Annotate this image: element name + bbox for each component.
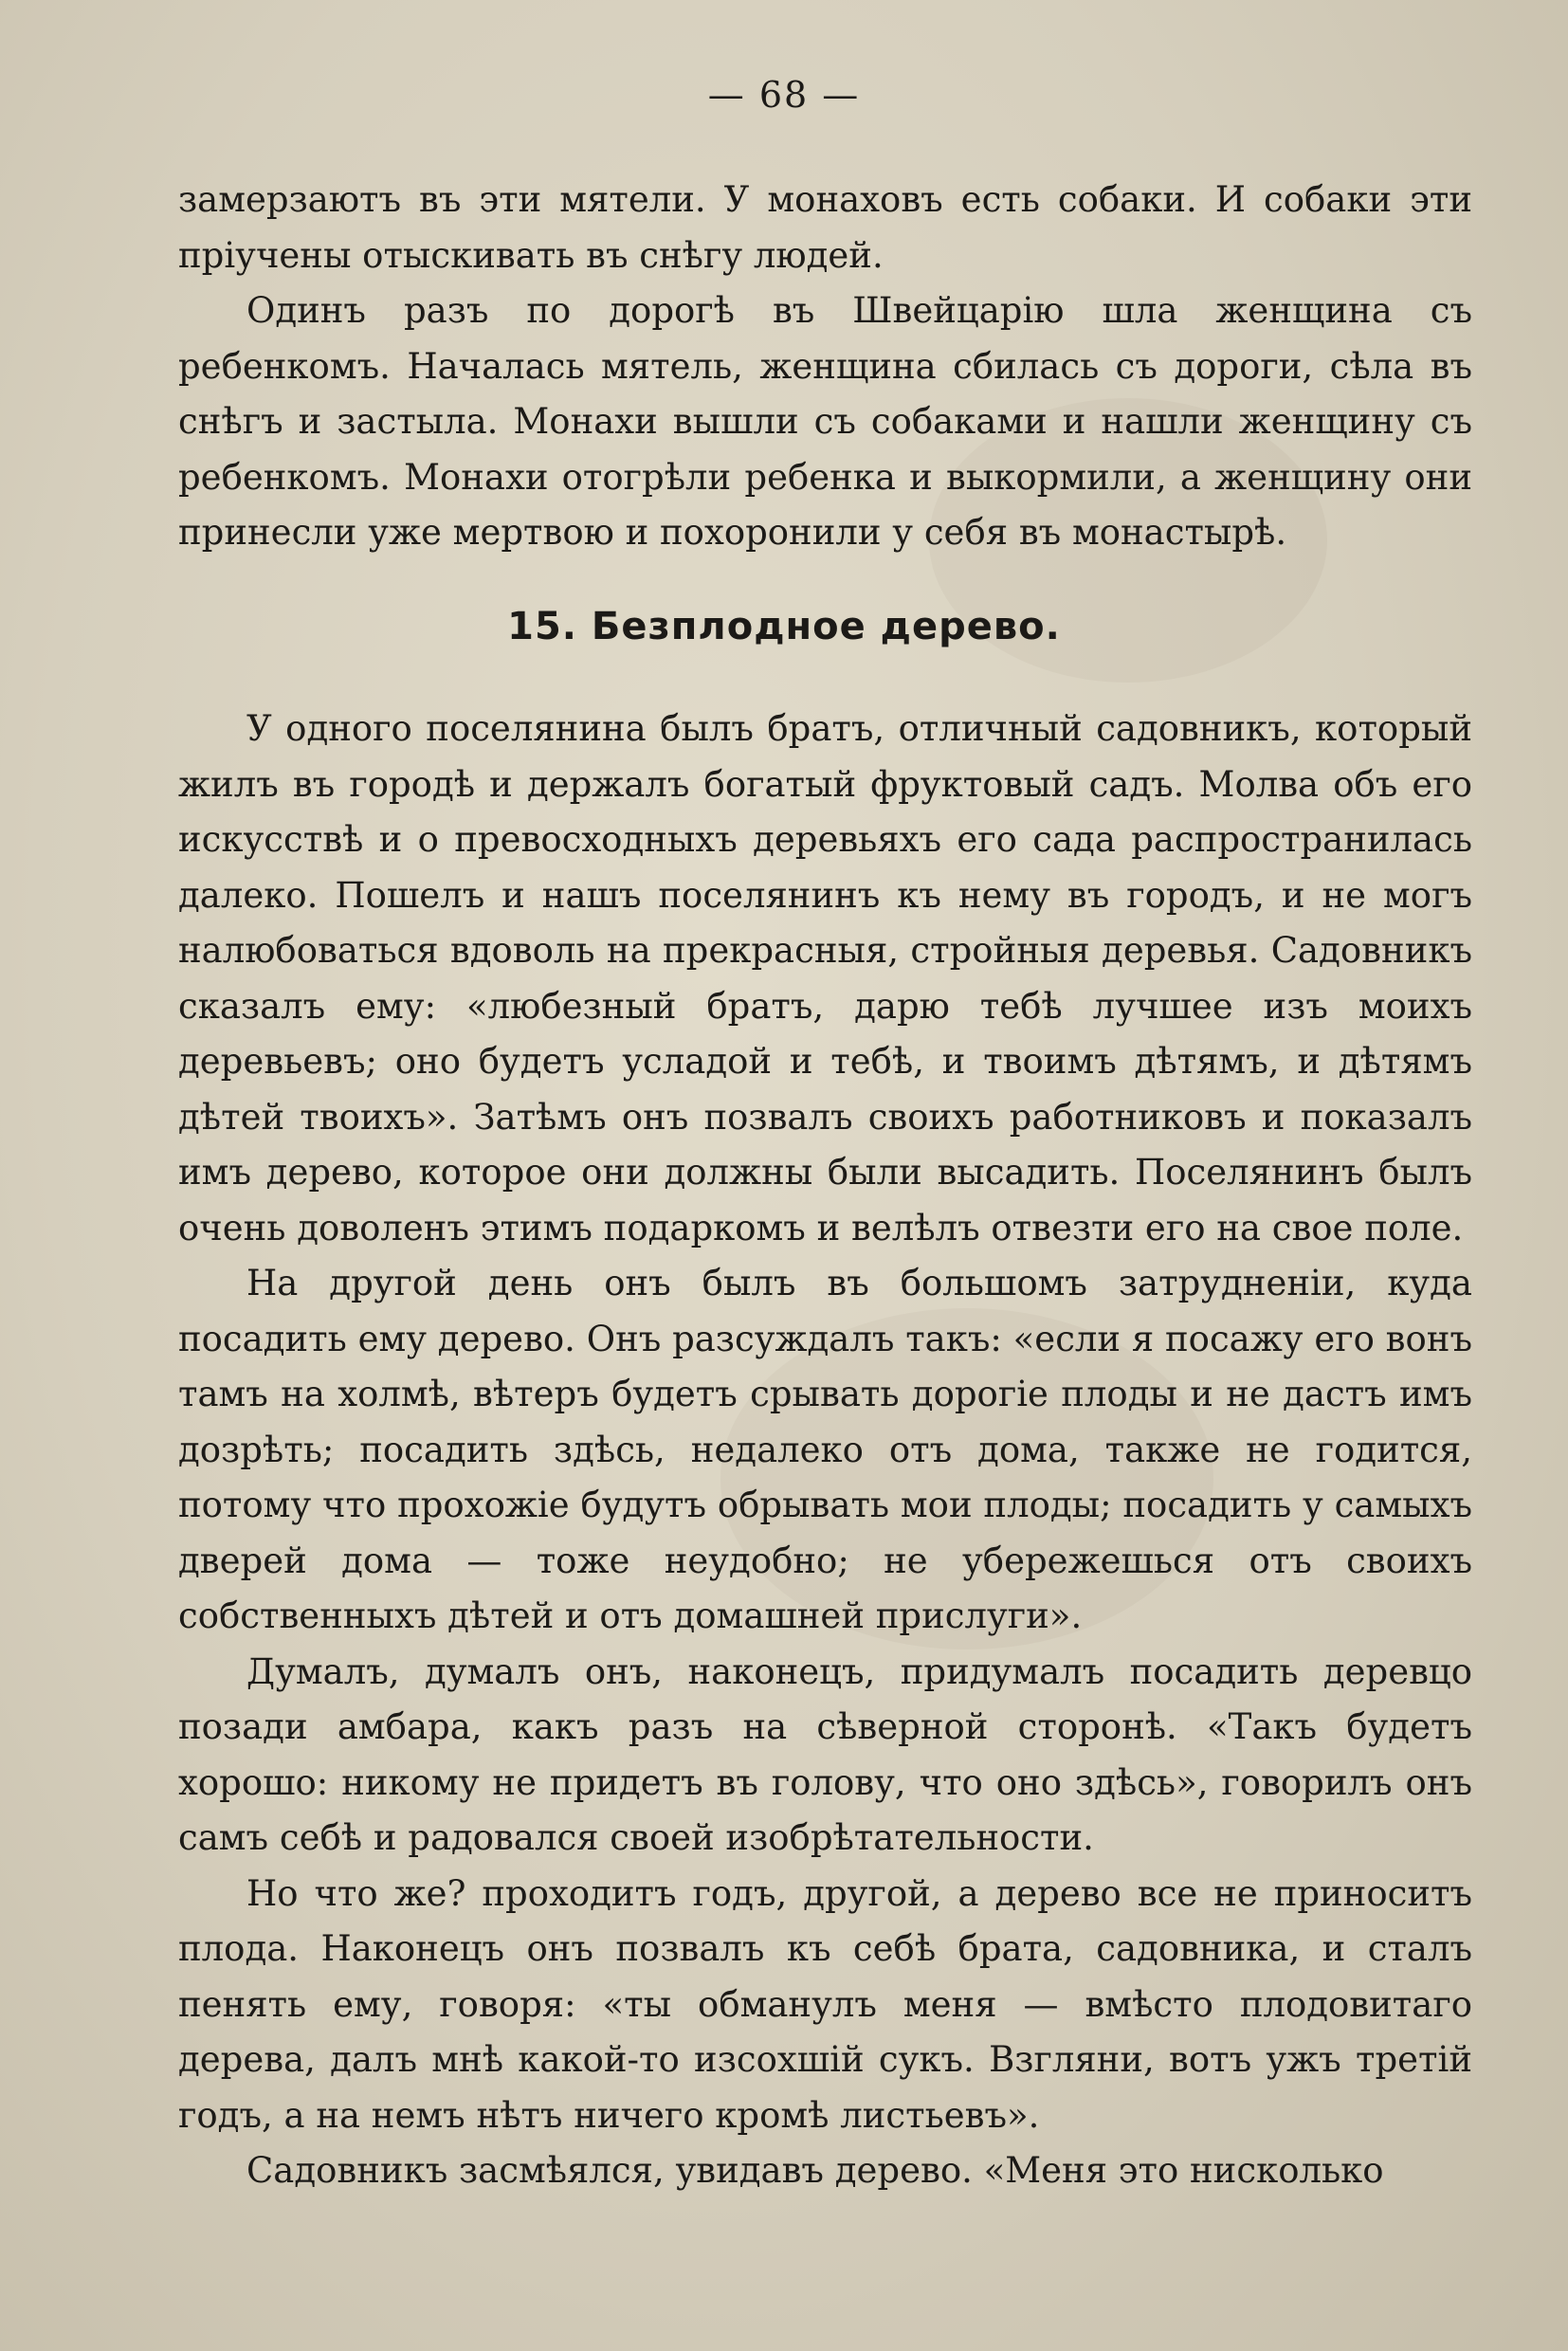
page-number: — 68 —	[707, 74, 861, 116]
paragraph: Одинъ разъ по дорогѣ въ Швейцарію шла женщина съ ребенкомъ. Началась мятель, женщина сбилась съ дороги, сѣла въ снѣгъ и застыла. Монахи вышли съ собаками и нашли женщину съ ребенкомъ. Монахи отогрѣли ребенка и выкормили, а женщину они принесли уже мертвою и похоронили у себя въ монастырѣ.	[178, 290, 1472, 553]
paragraph: замерзаютъ въ эти мятели. У монаховъ есть собаки. И собаки эти пріучены отыскивать въ снѣгу людей.	[178, 179, 1472, 276]
intro-text	[178, 173, 1472, 561]
paragraph: Но что же? проходитъ годъ, другой, а дерево все не приноситъ плода. Наконецъ онъ позвалъ къ себѣ брата, садовника, и сталъ пенять ему, говоря: «ты обманулъ меня — вмѣсто плодовитаго дерева, далъ мнѣ какой-то изсохшій сукъ. Взгляни, вотъ ужъ третій годъ, а на немъ нѣтъ ничего кромѣ листьевъ».	[178, 1872, 1472, 2136]
paragraph: На другой день онъ былъ въ большомъ затрудненіи, куда посадить ему дерево. Онъ разсуждалъ такъ: «если я посажу его вонъ тамъ на холмѣ, вѣтеръ будетъ срывать дорогіе плоды и не дастъ имъ дозрѣть; посадить здѣсь, недалеко отъ дома, также не годится, потому что прохожіе будутъ обрывать мои плоды; посадить у самыхъ дверей дома — тоже неудобно; не убережешься отъ своихъ собственныхъ дѣтей и отъ домашней прислуги».	[178, 1263, 1472, 1636]
paragraph: Думалъ, думалъ онъ, наконецъ, придумалъ посадить деревцо позади амбара, какъ разъ на сѣверной сторонѣ. «Такъ будетъ хорошо: никому не придетъ въ голову, что оно здѣсь», говорилъ онъ самъ себѣ и радовался своей изобрѣтательности.	[178, 1650, 1472, 1858]
story-title: 15. Безплодное дерево.	[507, 605, 1061, 648]
paragraph: У одного поселянина былъ братъ, отличный садовникъ, который жилъ въ городѣ и держалъ богатый фруктовый садъ. Молва объ его искусствѣ и о превосходныхъ деревьяхъ его сада распространилась далеко. Пошелъ и нашъ поселянинъ къ нему въ городъ, и не могъ налюбоваться вдоволь на прекрасныя, стройныя деревья. Садовникъ сказалъ ему: «любезный братъ, дарю тебѣ лучшее изъ моихъ деревьевъ; оно будетъ усладой и тебѣ, и твоимъ дѣтямъ, и дѣтямъ дѣтей твоихъ». Затѣмъ онъ позвалъ своихъ работниковъ и показалъ имъ дерево, которое они должны были высадить. Поселянинъ былъ очень доволенъ этимъ подаркомъ и велѣлъ отвезти его на свое поле.	[178, 708, 1472, 1248]
paragraph: Садовникъ засмѣялся, увидавъ дерево. «Меня это нисколько	[246, 2150, 1384, 2191]
story-text	[178, 702, 1472, 2199]
